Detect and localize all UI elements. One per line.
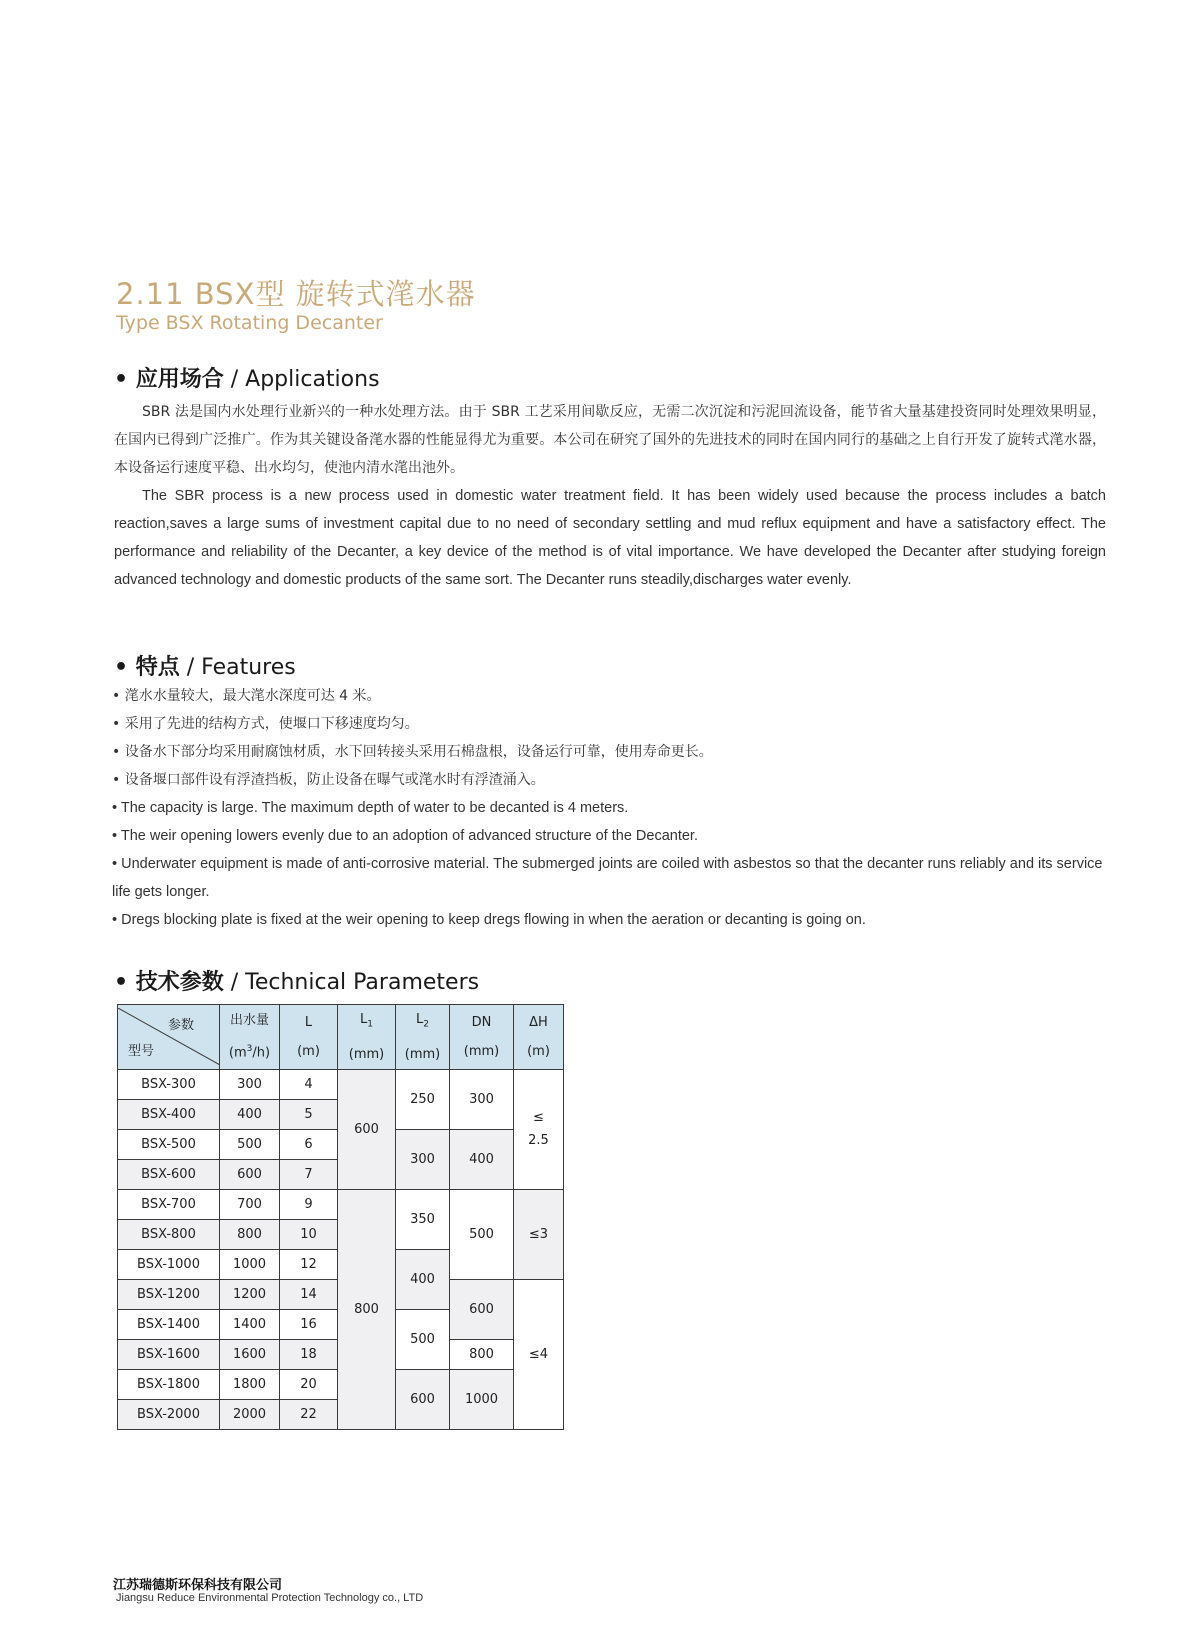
header-DN [450, 1005, 514, 1070]
flow-cell: 2000 [220, 1399, 280, 1429]
header-L2-unit: (mm) [404, 1046, 441, 1062]
header-L-unit: (m) [297, 1043, 320, 1059]
features-heading-en: Features [201, 655, 296, 680]
dH-cell: ≤3 [514, 1189, 564, 1279]
applications-heading-en: Applications [245, 367, 380, 392]
feature-item-cn-1: • 滗水水量较大，最大滗水深度可达 4 米。 [112, 688, 381, 704]
model-cell: BSX-700 [118, 1189, 220, 1219]
table-header-row [118, 1005, 564, 1070]
header-L [280, 1005, 338, 1070]
L2-letter: L [416, 1012, 424, 1027]
header-dH-label: ΔH [529, 1014, 548, 1030]
L2-cell: 300 [396, 1129, 450, 1189]
header-flow-unit [220, 1035, 279, 1067]
L1-cell: 800 [338, 1189, 396, 1429]
feature-item-cn-4: • 设备堰口部件设有浮渣挡板，防止设备在曝气或滗水时有浮渣涌入。 [112, 772, 545, 788]
feature-item-en-1: • The capacity is large. The maximum depth of water to be decanted is 4 meters. [112, 800, 629, 816]
table-row [118, 1189, 564, 1219]
flow-cell: 1400 [220, 1309, 280, 1339]
model-cell: BSX-300 [118, 1069, 220, 1099]
header-corner-cell [118, 1005, 220, 1070]
length-cell: 18 [280, 1339, 338, 1369]
header-flow-label: 出水量 [229, 1013, 269, 1029]
header-L1-unit: (mm) [348, 1046, 385, 1062]
DN-cell: 500 [450, 1189, 514, 1279]
applications-heading-sep: / [223, 367, 246, 392]
model-cell: BSX-1200 [118, 1279, 220, 1309]
features-list [112, 682, 1106, 934]
length-cell: 9 [280, 1189, 338, 1219]
header-L2 [396, 1005, 450, 1070]
length-cell: 10 [280, 1219, 338, 1249]
flow-cell: 400 [220, 1099, 280, 1129]
applications-heading [114, 362, 380, 393]
header-L-label: L [304, 1014, 313, 1030]
model-cell: BSX-500 [118, 1129, 220, 1159]
page-title-en: Type BSX Rotating Decanter [116, 312, 383, 334]
technical-heading-sep: / [223, 970, 246, 995]
model-cell: BSX-1000 [118, 1249, 220, 1279]
header-dH [514, 1005, 564, 1070]
L2-cell: 250 [396, 1069, 450, 1129]
dH-symbol: ≤ [533, 1110, 544, 1126]
length-cell: 5 [280, 1099, 338, 1129]
header-dH-unit: (m) [527, 1043, 550, 1059]
flow-cell: 1800 [220, 1369, 280, 1399]
flow-unit-post: /h) [252, 1045, 271, 1061]
technical-heading-cn: • 技术参数 [114, 970, 224, 995]
feature-item-en-4: • Dregs blocking plate is fixed at the weir opening to keep dregs flowing in when the aeration or decanting is going on. [112, 912, 866, 928]
L2-cell: 600 [396, 1369, 450, 1429]
technical-heading [114, 965, 479, 996]
model-cell: BSX-400 [118, 1099, 220, 1129]
L2-cell: 500 [396, 1309, 450, 1369]
applications-paragraph-cn: SBR 法是国内水处理行业新兴的一种水处理方法。由于 SBR 工艺采用间歇反应，无需二次沉淀和污泥回流设备，能节省大量基建投资同时处理效果明显，在国内已得到广泛推广。作为其关键设备滗水器的性能显得尤为重要。本公司在研究了国外的先进技术的同时在国内同行的基础之上自行开发了旋转式滗水器，本设备运行速度平稳、出水均匀，使池内清水滗出池外。 [114, 404, 1106, 476]
flow-unit-pre: (m [228, 1045, 247, 1061]
header-DN-unit: (mm) [463, 1043, 500, 1059]
features-heading-cn: • 特点 [114, 655, 180, 680]
features-heading-sep: / [179, 655, 202, 680]
header-L2-label [396, 1005, 449, 1040]
model-cell: BSX-1800 [118, 1369, 220, 1399]
L2-sub: 2 [423, 1019, 429, 1030]
header-L1 [338, 1005, 396, 1070]
model-cell: BSX-2000 [118, 1399, 220, 1429]
L2-cell: 350 [396, 1189, 450, 1249]
DN-cell: 800 [450, 1339, 514, 1369]
feature-item-en-2: • The weir opening lowers evenly due to an adoption of advanced structure of the Decanter. [112, 828, 698, 844]
model-cell: BSX-1400 [118, 1309, 220, 1339]
L1-letter: L [360, 1012, 368, 1027]
applications-paragraph-en: The SBR process is a new process used in domestic water treatment field. It has been widely used because the process includes a batch reaction,saves a large sums of investment capital due to no need of secondary settling and mud reflux equipment and have a satisfactory effect. The performance and reliability of the Decanter, a key device of the method is of vital importance. We have developed the Decanter after studying foreign advanced technology and domestic products of the same sort. The Decanter runs steadily,discharges water evenly. [114, 488, 1106, 588]
length-cell: 20 [280, 1369, 338, 1399]
header-param-label: 参数 [167, 1018, 194, 1034]
flow-cell: 600 [220, 1159, 280, 1189]
length-cell: 6 [280, 1129, 338, 1159]
model-cell: BSX-1600 [118, 1339, 220, 1369]
length-cell: 4 [280, 1069, 338, 1099]
flow-cell: 1000 [220, 1249, 280, 1279]
length-cell: 14 [280, 1279, 338, 1309]
length-cell: 16 [280, 1309, 338, 1339]
flow-cell: 500 [220, 1129, 280, 1159]
L1-sub: 1 [367, 1019, 373, 1030]
flow-cell: 700 [220, 1189, 280, 1219]
dH-cell: ≤4 [514, 1279, 564, 1429]
applications-heading-cn: • 应用场合 [114, 367, 224, 392]
DN-cell: 1000 [450, 1369, 514, 1429]
L2-cell: 400 [396, 1249, 450, 1309]
header-DN-label: DN [471, 1014, 492, 1030]
feature-item-en-3: • Underwater equipment is made of anti-corrosive material. The submerged joints are coiled with asbestos so that the decanter runs reliably and its service life gets longer. [112, 856, 1103, 900]
header-model-label: 型号 [128, 1044, 155, 1060]
flow-cell: 1600 [220, 1339, 280, 1369]
header-flow [220, 1005, 280, 1070]
technical-parameters-table [117, 1004, 564, 1430]
dH-cell [514, 1069, 564, 1189]
technical-heading-en: Technical Parameters [245, 970, 480, 995]
L1-cell: 600 [338, 1069, 396, 1189]
features-heading [114, 650, 296, 681]
flow-cell: 1200 [220, 1279, 280, 1309]
flow-cell: 800 [220, 1219, 280, 1249]
header-L1-label [338, 1005, 395, 1040]
page-title-cn: 2.11 BSX型 旋转式滗水器 [116, 277, 476, 311]
feature-item-cn-3: • 设备水下部分均采用耐腐蚀材质，水下回转接头采用石棉盘根，设备运行可靠，使用寿命更长。 [112, 744, 713, 760]
DN-cell: 300 [450, 1069, 514, 1129]
flow-cell: 300 [220, 1069, 280, 1099]
length-cell: 7 [280, 1159, 338, 1189]
flow-unit-sup: 3 [246, 1044, 253, 1055]
table-row [118, 1069, 564, 1099]
length-cell: 22 [280, 1399, 338, 1429]
dH-value: 2.5 [528, 1133, 549, 1149]
company-name-cn: 江苏瑞德斯环保科技有限公司 [113, 1578, 283, 1593]
DN-cell: 600 [450, 1279, 514, 1339]
DN-cell: 400 [450, 1129, 514, 1189]
model-cell: BSX-600 [118, 1159, 220, 1189]
company-name-en: Jiangsu Reduce Environmental Protection Technology co., LTD [116, 1592, 424, 1604]
length-cell: 12 [280, 1249, 338, 1279]
feature-item-cn-2: • 采用了先进的结构方式，使堰口下移速度均匀。 [112, 716, 419, 732]
model-cell: BSX-800 [118, 1219, 220, 1249]
